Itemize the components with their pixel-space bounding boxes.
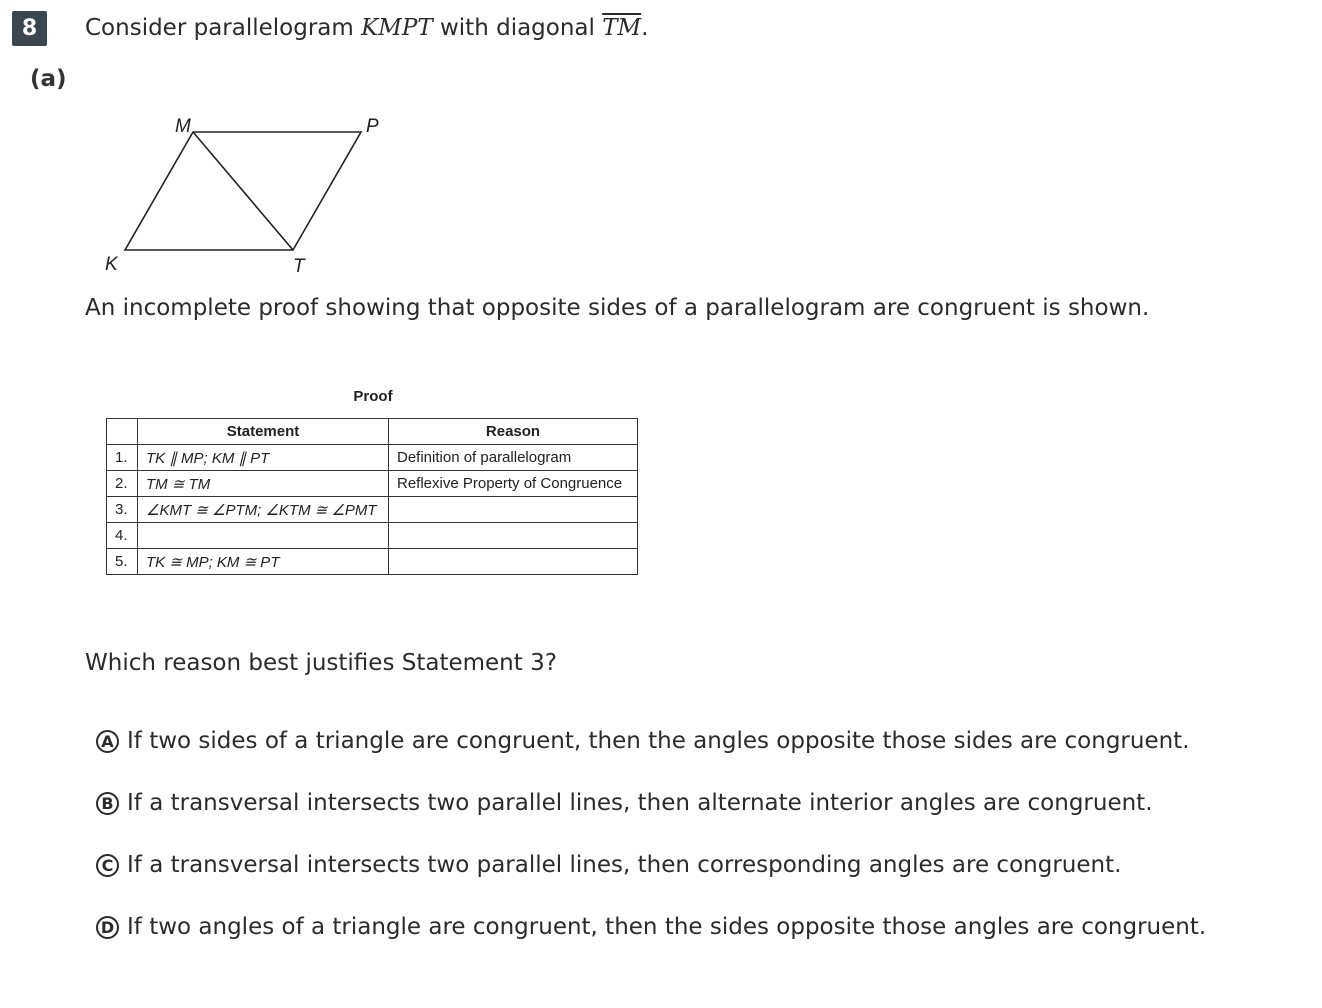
row-statement: TK ∥ MP; KM ∥ PT (138, 445, 389, 471)
vertex-label-t: T (293, 256, 305, 277)
question-prompt: Which reason best justifies Statement 3? (85, 650, 557, 676)
header-statement: Statement (138, 419, 389, 445)
proof-row-3 (107, 497, 638, 523)
choice-text-b: If a transversal intersects two parallel lines, then alternate interior angles are congruent. (127, 790, 1153, 816)
row-reason: Reflexive Property of Congruence (389, 471, 638, 497)
vertex-label-p: P (366, 116, 379, 137)
stem-diagonal: $\overline{TM}$ (602, 15, 642, 41)
header-num (107, 419, 138, 445)
stem-middle: with diagonal (432, 15, 603, 41)
choice-c[interactable] (96, 852, 1121, 878)
proof-header-row (107, 419, 638, 445)
diagonal-tm (193, 132, 293, 250)
stem-prefix: Consider parallelogram (85, 15, 362, 41)
row-num: 2. (107, 471, 138, 497)
row-reason (389, 523, 638, 549)
stem-suffix: . (641, 15, 649, 41)
proof-row-1 (107, 445, 638, 471)
row-statement: TM ≅ TM (138, 471, 389, 497)
row-num: 3. (107, 497, 138, 523)
row-num: 5. (107, 549, 138, 575)
row-num: 4. (107, 523, 138, 549)
proof-row-2 (107, 471, 638, 497)
question-stem (85, 13, 648, 43)
row-reason (389, 497, 638, 523)
choice-text-c: If a transversal intersects two parallel lines, then corresponding angles are congruent. (127, 852, 1122, 878)
choice-text-a: If two sides of a triangle are congruent, then the angles opposite those sides are congruent. (127, 728, 1190, 754)
vertex-label-m: M (175, 116, 191, 137)
row-reason (389, 549, 638, 575)
parallelogram-figure (98, 108, 398, 283)
proof-intro: An incomplete proof showing that opposite sides of a parallelogram are congruent is shown. (85, 295, 1150, 321)
choice-bubble-d[interactable]: D (96, 916, 119, 939)
row-reason: Definition of parallelogram (389, 445, 638, 471)
proof-row-4 (107, 523, 638, 549)
choice-bubble-a[interactable]: A (96, 730, 119, 753)
row-num: 1. (107, 445, 138, 471)
row-statement (138, 523, 389, 549)
choice-b[interactable] (96, 790, 1153, 816)
choice-a[interactable] (96, 728, 1190, 754)
row-statement: ∠KMT ≅ ∠PTM; ∠KTM ≅ ∠PMT (138, 497, 389, 523)
part-label: (a) (30, 66, 67, 92)
choice-text-d: If two angles of a triangle are congruent, then the sides opposite those angles are congruent. (127, 914, 1207, 940)
vertex-label-k: K (105, 254, 118, 275)
proof-table (106, 418, 638, 575)
choice-bubble-c[interactable]: C (96, 854, 119, 877)
proof-row-5 (107, 549, 638, 575)
choice-d[interactable] (96, 914, 1206, 940)
choice-bubble-b[interactable]: B (96, 792, 119, 815)
row-statement: TK ≅ MP; KM ≅ PT (138, 549, 389, 575)
stem-shape: KMPT (361, 15, 433, 41)
header-reason: Reason (389, 419, 638, 445)
question-number-badge: 8 (12, 11, 47, 46)
proof-title: Proof (353, 388, 393, 405)
